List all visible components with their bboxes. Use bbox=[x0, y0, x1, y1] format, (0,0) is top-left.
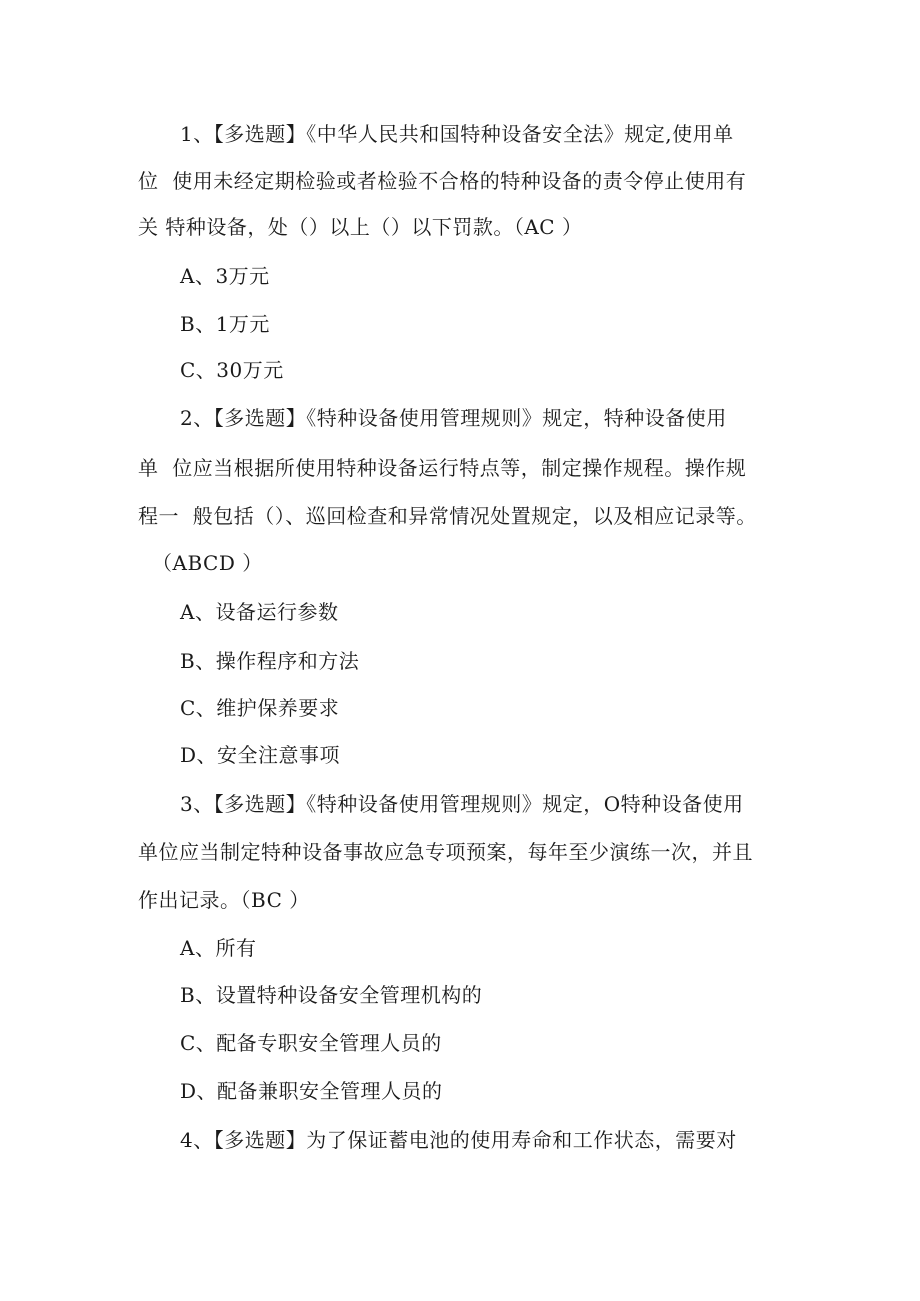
question-2-stem-line-4: （ABCD ） bbox=[152, 551, 263, 575]
question-2-option-d: D、安全注意事项 bbox=[180, 743, 341, 767]
question-1-stem-line-2: 位 使用未经定期检验或者检验不合格的特种设备的责令停止使用有 bbox=[138, 169, 747, 193]
question-3-option-c: C、配备专职安全管理人员的 bbox=[180, 1031, 442, 1055]
question-1-stem-line-1: 1、【多选题】《中华人民共和国特种设备安全法》规定,使用单 bbox=[180, 122, 734, 146]
question-3-stem-line-3: 作出记录。（BC ） bbox=[138, 888, 310, 912]
question-3-option-d: D、配备兼职安全管理人员的 bbox=[180, 1079, 443, 1103]
question-1-option-c: C、30万元 bbox=[180, 358, 284, 382]
question-2-stem-line-1: 2、【多选题】《特种设备使用管理规则》规定，特种设备使用 bbox=[180, 406, 727, 430]
question-2-option-c: C、维护保养要求 bbox=[180, 696, 340, 720]
question-2-stem-line-3: 程一 般包括（）、巡回检查和异常情况处置规定，以及相应记录等。 bbox=[138, 504, 757, 528]
question-3-option-b: B、设置特种设备安全管理机构的 bbox=[180, 983, 483, 1007]
question-2-stem-line-2: 单 位应当根据所使用特种设备运行特点等，制定操作规程。操作规 bbox=[138, 456, 747, 480]
question-4-stem-line-1: 4、【多选题】为了保证蓄电池的使用寿命和工作状态，需要对 bbox=[180, 1128, 737, 1152]
question-2-option-b: B、操作程序和方法 bbox=[180, 649, 360, 673]
question-1-option-a: A、3万元 bbox=[180, 264, 270, 288]
question-2-option-a: A、设备运行参数 bbox=[180, 600, 339, 624]
question-1-option-b: B、1万元 bbox=[180, 312, 270, 336]
question-3-stem-line-2: 单位应当制定特种设备事故应急专项预案，每年至少演练一次，并且 bbox=[138, 840, 753, 864]
question-3-option-a: A、所有 bbox=[180, 936, 257, 960]
question-3-stem-line-1: 3、【多选题】《特种设备使用管理规则》规定，O特种设备使用 bbox=[180, 792, 744, 816]
question-1-stem-line-3: 关 特种设备，处（）以上（）以下罚款。（AC ） bbox=[138, 215, 583, 239]
